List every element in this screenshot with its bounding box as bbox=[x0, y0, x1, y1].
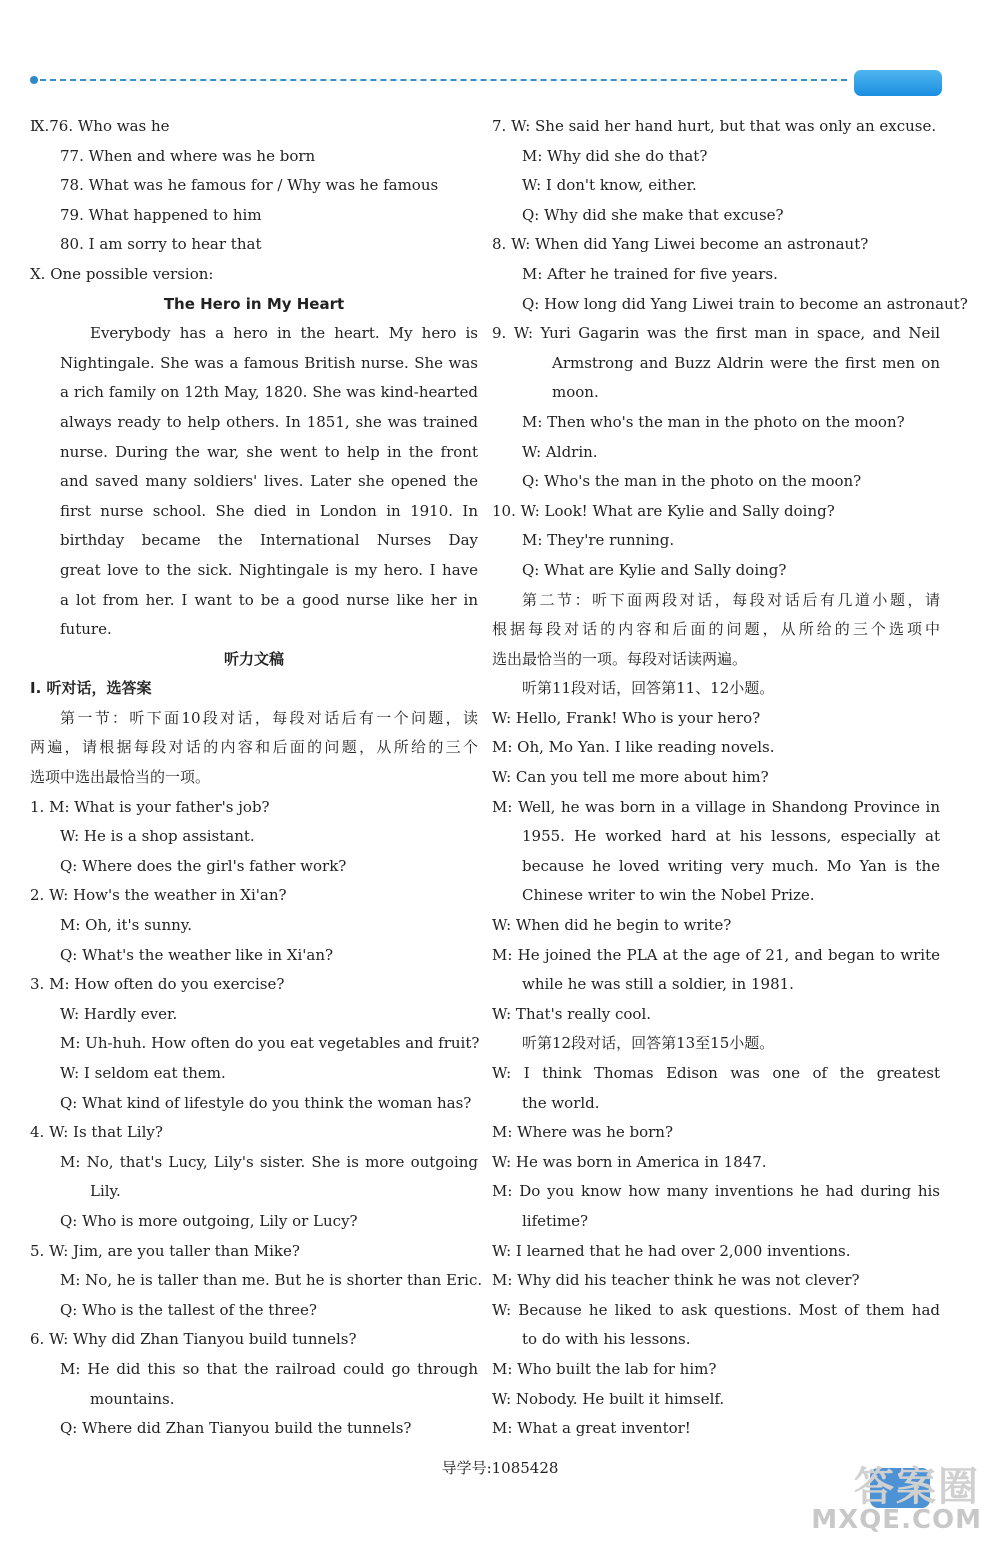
text-line: M: Oh, Mo Yan. I like reading novels. bbox=[492, 738, 775, 757]
text-line: W: Nobody. He built it himself. bbox=[492, 1389, 725, 1408]
text-line: W: I don't know, either. bbox=[522, 176, 697, 195]
text-line: M: Where was he born? bbox=[492, 1123, 674, 1142]
text-line: M: What a great inventor! bbox=[492, 1419, 691, 1438]
header-dashed-line bbox=[40, 79, 847, 81]
text-line: nurse. During the war, she went to help in the front bbox=[60, 442, 478, 461]
text-line: 根据每段对话的内容和后面的问题，从所给的三个选项中 bbox=[492, 620, 940, 639]
text-line: M: They're running. bbox=[522, 531, 675, 550]
text-line: Q: Where did Zhan Tianyou build the tunnels? bbox=[60, 1419, 412, 1438]
text-line: great love to the sick. Nightingale is my hero. I have bbox=[60, 560, 478, 579]
text-line: 80. I am sorry to hear that bbox=[60, 235, 262, 254]
text-line: W: I think Thomas Edison was one of the greatest bbox=[492, 1064, 940, 1082]
text-line: mountains. bbox=[90, 1389, 175, 1408]
text-line: W: I seldom eat them. bbox=[60, 1064, 226, 1082]
text-line: W: Hardly ever. bbox=[60, 1004, 178, 1023]
text-line: Armstrong and Buzz Aldrin were the first men on bbox=[552, 353, 940, 372]
text-line: Lily. bbox=[90, 1182, 121, 1201]
text-line: 选项中选出最恰当的一项。 bbox=[30, 768, 211, 787]
text-line: lifetime? bbox=[522, 1211, 588, 1230]
text-line: Ⅸ.76. Who was he bbox=[30, 117, 170, 135]
guide-number: 导学号:1085428 bbox=[441, 1459, 559, 1477]
text-line: M: No, he is taller than me. But he is shorter than Eric. bbox=[60, 1271, 483, 1290]
text-line: a lot from her. I want to be a good nurse like her in bbox=[60, 590, 478, 609]
text-line: W: Can you tell me more about him? bbox=[492, 768, 769, 787]
text-line: M: Who built the lab for him? bbox=[492, 1359, 717, 1378]
text-line: M: He joined the PLA at the age of 21, and began to write bbox=[492, 945, 940, 964]
text-line: M: Uh-huh. How often do you eat vegetables and fruit? bbox=[60, 1034, 480, 1053]
text-line: always ready to help others. In 1851, she was trained bbox=[60, 412, 478, 431]
header-blue-tab bbox=[854, 70, 942, 96]
text-line: to do with his lessons. bbox=[522, 1330, 691, 1349]
text-line: the world. bbox=[522, 1093, 600, 1112]
text-line: 6. W: Why did Zhan Tianyou build tunnels? bbox=[30, 1330, 357, 1349]
text-line: a rich family on 12th May, 1820. She was kind-hearted bbox=[60, 383, 478, 402]
text-line: Q: Why did she make that excuse? bbox=[522, 205, 784, 224]
text-line: M: Do you know how many inventions he had during his bbox=[492, 1182, 940, 1201]
text-line: W: He is a shop assistant. bbox=[60, 827, 255, 846]
text-line: 77. When and where was he born bbox=[60, 146, 316, 165]
text-line: because he loved writing very much. Mo Yan is the bbox=[522, 856, 940, 875]
text-line: W: He was born in America in 1847. bbox=[492, 1152, 767, 1171]
text-line: 听力文稿 bbox=[223, 649, 284, 668]
text-line: 8. W: When did Yang Liwei become an astronaut? bbox=[492, 235, 869, 254]
text-line: 听第11段对话，回答第11、12小题。 bbox=[522, 679, 775, 698]
text-line: M: Well, he was born in a village in Shandong Province in bbox=[492, 797, 940, 816]
text-line: 第一节：听下面10段对话，每段对话后有一个问题，读 bbox=[60, 708, 478, 727]
text-line: M: Why did his teacher think he was not clever? bbox=[492, 1271, 860, 1290]
text-line: M: Then who's the man in the photo on the moon? bbox=[522, 412, 905, 431]
text-line: Q: How long did Yang Liwei train to become an astronaut? bbox=[522, 294, 968, 313]
text-line: Q: What's the weather like in Xi'an? bbox=[60, 945, 334, 964]
text-line: 1. M: What is your father's job? bbox=[30, 797, 270, 816]
text-line: W: When did he begin to write? bbox=[492, 916, 732, 935]
text-line: 听第12段对话，回答第13至15小题。 bbox=[522, 1034, 775, 1053]
text-line: M: No, that's Lucy, Lily's sister. She is more outgoing bbox=[60, 1152, 478, 1171]
text-line: M: Why did she do that? bbox=[522, 146, 708, 165]
text-line: M: Oh, it's sunny. bbox=[60, 916, 193, 935]
text-line: 3. M: How often do you exercise? bbox=[30, 975, 285, 994]
text-line: 5. W: Jim, are you taller than Mike? bbox=[30, 1241, 300, 1260]
text-line: W: I learned that he had over 2,000 inventions. bbox=[492, 1241, 851, 1260]
text-line: W: Aldrin. bbox=[522, 442, 598, 461]
text-line: 1955. He worked hard at his lessons, especially at bbox=[522, 827, 940, 846]
left-column bbox=[30, 112, 483, 1444]
right-column bbox=[492, 112, 968, 1444]
text-line: W: Hello, Frank! Who is your hero? bbox=[492, 708, 761, 727]
text-line: 两遍，请根据每段对话的内容和后面的问题，从所给的三个 bbox=[30, 738, 478, 757]
text-line: future. bbox=[60, 620, 112, 639]
text-line: M: After he trained for five years. bbox=[522, 264, 778, 283]
text-line: Q: What kind of lifestyle do you think the woman has? bbox=[60, 1093, 472, 1112]
text-line: 9. W: Yuri Gagarin was the first man in space, and Neil bbox=[492, 324, 940, 343]
text-line: W: That's really cool. bbox=[492, 1004, 652, 1023]
watermark-url: MXQE.COM bbox=[811, 1505, 982, 1535]
text-line: Ⅹ. One possible version: bbox=[30, 264, 214, 283]
text-line: Q: Where does the girl's father work? bbox=[60, 856, 347, 875]
text-line: Q: Who is more outgoing, Lily or Lucy? bbox=[60, 1211, 358, 1230]
text-line: Q: What are Kylie and Sally doing? bbox=[522, 560, 787, 579]
text-line: 10. W: Look! What are Kylie and Sally doing? bbox=[492, 501, 835, 520]
text-line: 78. What was he famous for / Why was he famous bbox=[60, 176, 439, 195]
header-dot bbox=[30, 76, 38, 84]
text-line: 2. W: How's the weather in Xi'an? bbox=[30, 886, 287, 905]
text-line: Q: Who is the tallest of the three? bbox=[60, 1300, 317, 1319]
text-line: moon. bbox=[552, 383, 599, 402]
text-line: The Hero in My Heart bbox=[163, 294, 345, 313]
text-line: 7. W: She said her hand hurt, but that was only an excuse. bbox=[492, 117, 937, 135]
text-line: Nightingale. She was a famous British nurse. She was bbox=[60, 353, 478, 372]
text-line: Q: Who's the man in the photo on the moon? bbox=[522, 472, 862, 491]
text-line: while he was still a soldier, in 1981. bbox=[522, 975, 794, 994]
text-line: and saved many soldiers' lives. Later she opened the bbox=[60, 472, 478, 491]
watermark-logo: 答案圈 bbox=[854, 1464, 980, 1510]
text-line: 选出最恰当的一项。每段对话读两遍。 bbox=[492, 649, 748, 668]
text-line: Ⅰ. 听对话，选答案 bbox=[30, 679, 152, 698]
text-line: birthday became the International Nurses Day bbox=[60, 531, 478, 550]
text-line: first nurse school. She died in London in 1910. In bbox=[60, 501, 478, 520]
text-line: 79. What happened to him bbox=[60, 205, 262, 224]
text-line: Everybody has a hero in the heart. My hero is bbox=[90, 324, 478, 343]
text-line: 4. W: Is that Lily? bbox=[30, 1123, 163, 1142]
header-decoration bbox=[30, 68, 942, 98]
text-line: Chinese writer to win the Nobel Prize. bbox=[522, 886, 815, 905]
text-line: W: Because he liked to ask questions. Most of them had bbox=[492, 1300, 940, 1319]
text-line: 第二节：听下面两段对话，每段对话后有几道小题，请 bbox=[522, 590, 940, 609]
text-line: M: He did this so that the railroad could go through bbox=[60, 1359, 478, 1378]
